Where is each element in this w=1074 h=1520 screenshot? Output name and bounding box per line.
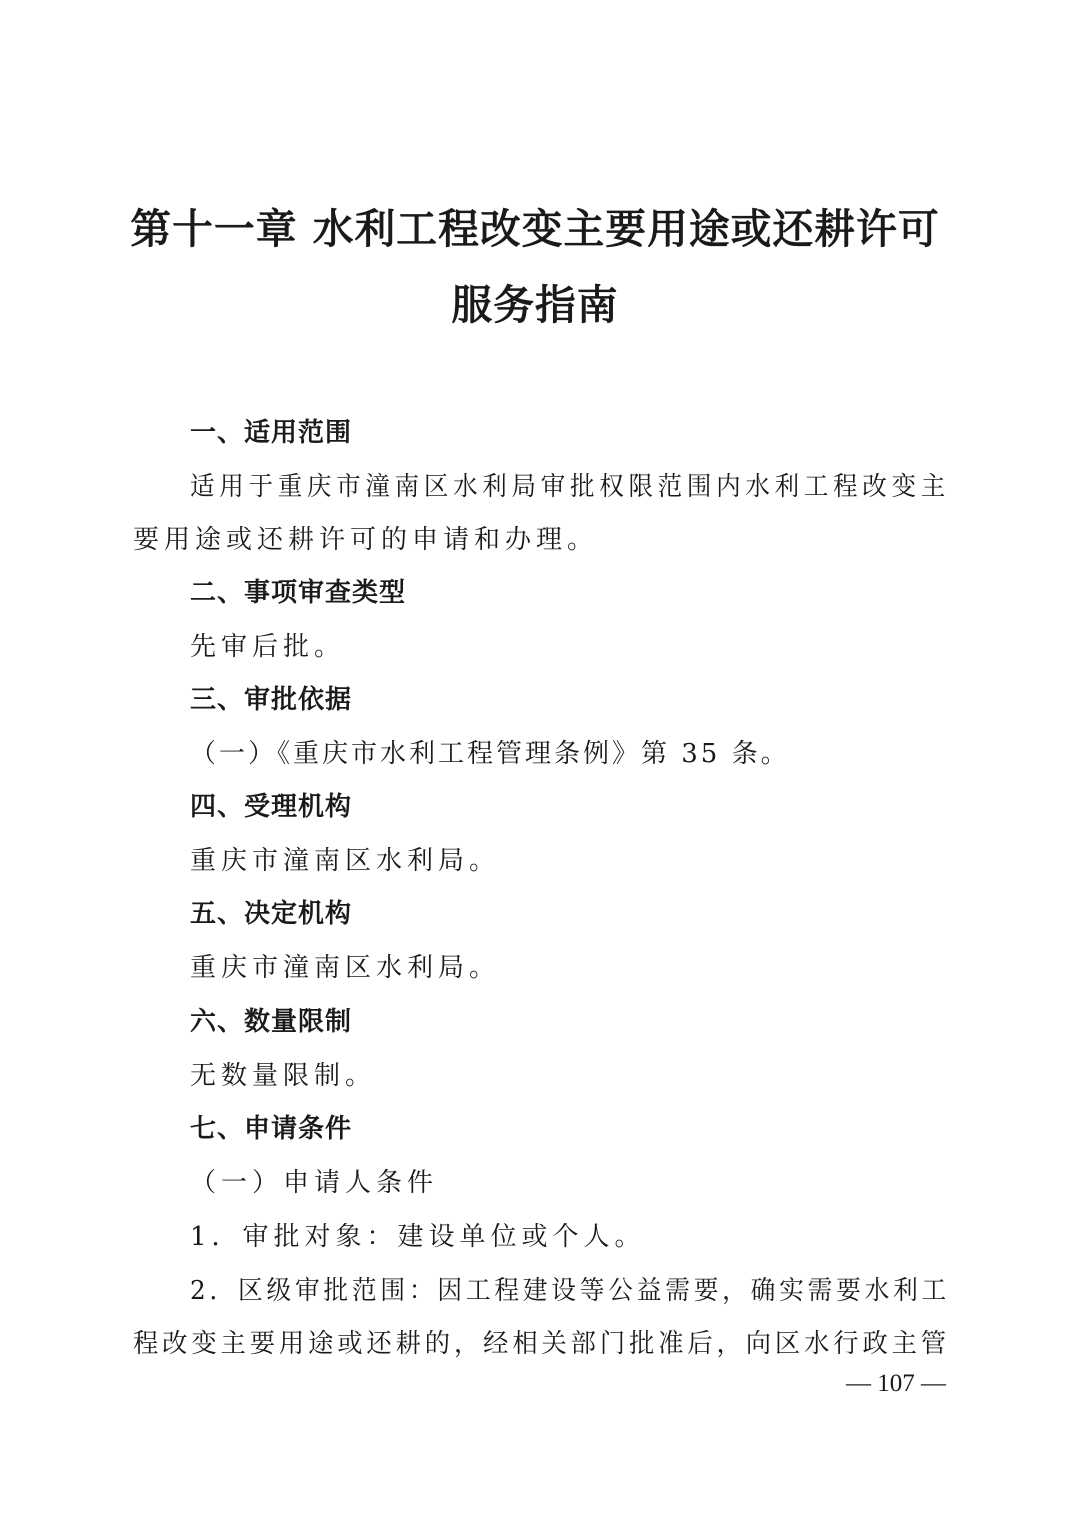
scope-text-line-1: 适用于重庆市潼南区水利局审批权限范围内水利工程改变主 [190,472,950,502]
section-heading-accepting-agency: 四、受理机构 [190,792,353,822]
condition-item-2-line-2: 程改变主要用途或还耕的，经相关部门批准后，向区水行政主管 [133,1329,950,1359]
page-number: — 107 — [846,1370,946,1397]
legal-basis-text: （一）《重庆市水利工程管理条例》第 35 条。 [190,739,790,769]
deciding-agency-text: 重庆市潼南区水利局。 [190,953,501,983]
section-heading-application-conditions: 七、申请条件 [190,1114,353,1144]
scope-text-line-2: 要用途或还耕许可的申请和办理。 [133,525,599,555]
chapter-title-line-2: 服务指南 [451,281,619,329]
quantity-limit-text: 无数量限制。 [190,1061,377,1091]
section-heading-deciding-agency: 五、决定机构 [190,899,353,929]
condition-item-1: 1．审批对象：建设单位或个人。 [190,1222,646,1252]
review-type-text: 先审后批。 [190,632,346,662]
chapter-title-line-1: 第十一章 水利工程改变主要用途或还耕许可 [130,205,940,253]
accepting-agency-text: 重庆市潼南区水利局。 [190,846,501,876]
section-heading-legal-basis: 三、审批依据 [190,685,353,715]
condition-item-2-line-1: 2．区级审批范围：因工程建设等公益需要，确实需要水利工 [190,1276,951,1306]
applicant-conditions-subheading: （一）申请人条件 [190,1168,439,1198]
section-heading-quantity-limit: 六、数量限制 [190,1007,353,1037]
section-heading-review-type: 二、事项审查类型 [190,578,407,608]
section-heading-scope: 一、适用范围 [190,418,353,448]
